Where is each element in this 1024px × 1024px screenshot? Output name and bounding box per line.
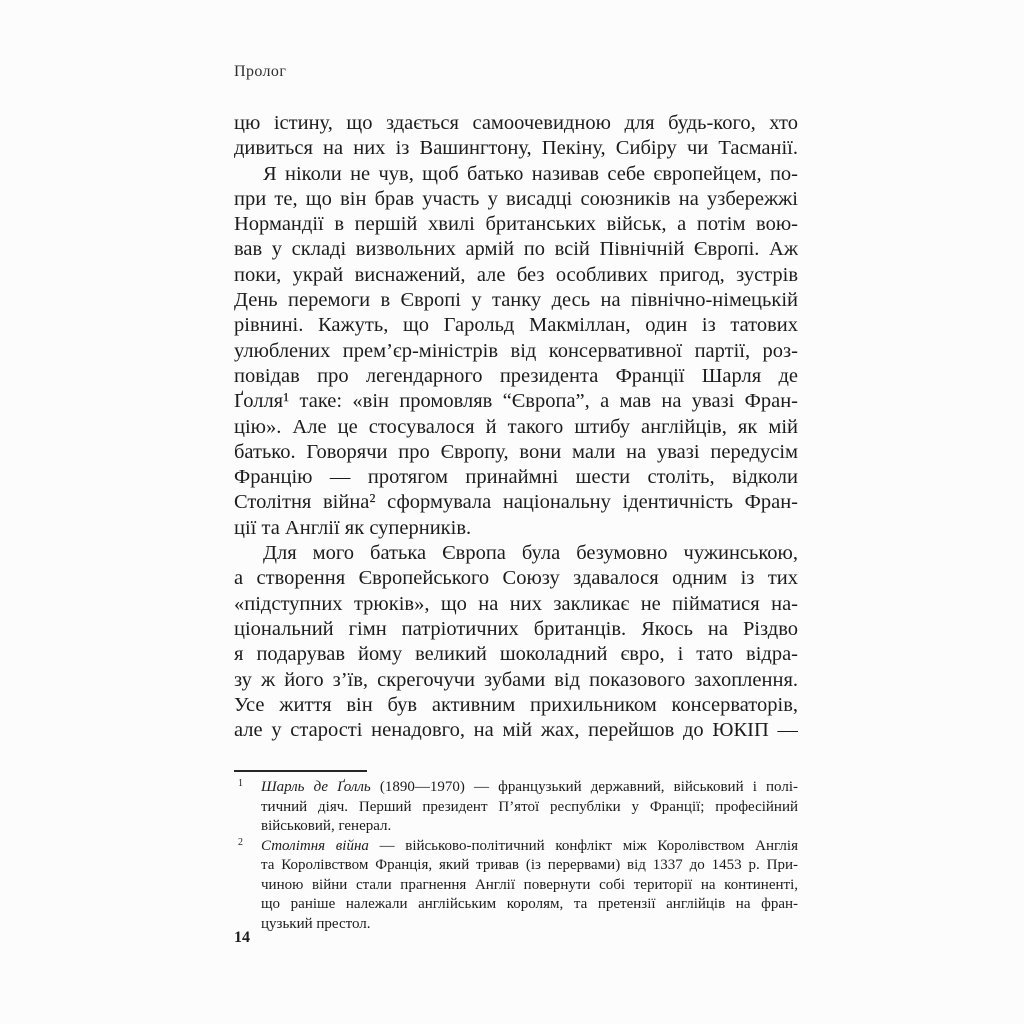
text-line: але у старості ненадовго, на мій жах, перейшов до ЮКІП — bbox=[234, 719, 798, 742]
footnote-marker: 2 bbox=[238, 836, 243, 848]
text-line: а створення Європейського Союзу здавалося одним із тих bbox=[234, 567, 798, 590]
text-line: повідав про легендарного президента Франції Шарля де bbox=[234, 364, 798, 387]
text-line: рівнині. Кажуть, що Гарольд Макміллан, один із татових bbox=[234, 314, 798, 337]
text-line: ціональний гімн патріотичних британців. Якось на Різдво bbox=[234, 617, 798, 640]
footnote-line: що раніше належали англійським королям, та претензії англійців на фран- bbox=[261, 896, 798, 912]
footnote-separator bbox=[234, 770, 367, 772]
footnote-term: Столітня війна bbox=[261, 837, 369, 854]
footnote-line: Шарль де Ґолль (1890—1970) — французький державний, військовий і полі- bbox=[261, 779, 798, 795]
text-line: Усе життя він був активним прихильником консерваторів, bbox=[234, 693, 798, 716]
text-line: батько. Говорячи про Європу, вони мали на увазі передусім bbox=[234, 440, 798, 463]
text-line: Столітня війна² сформувала національну ідентичність Фран- bbox=[234, 491, 798, 514]
footnote-line: цузький престол. bbox=[261, 915, 371, 932]
text-line: зу ж його з’їв, скрегочучи зубами від показового захоплення. bbox=[234, 668, 798, 691]
footnote-line: тичний діяч. Перший президент П’ятої республіки у Франції; професійний bbox=[261, 798, 798, 815]
text-line: ції та Англії як суперників. bbox=[234, 516, 472, 539]
text-line: Ґолля¹ таке: «він промовляв “Європа”, а мав на увазі Фран- bbox=[234, 390, 798, 413]
footnotes bbox=[234, 778, 798, 934]
footnote bbox=[234, 778, 798, 837]
footnote-marker: 1 bbox=[238, 778, 243, 789]
text-line: улюблених прем’єр-міністрів від консервативної партії, роз- bbox=[234, 339, 798, 362]
paragraph bbox=[234, 111, 798, 162]
footnote bbox=[234, 837, 798, 935]
footnote-term: Шарль де Ґолль bbox=[261, 779, 371, 795]
text-line: при те, що він брав участь у висадці союзників на узбережжі bbox=[234, 187, 798, 210]
text-line: цію». Але це стосувалося й такого штибу англійців, як мій bbox=[234, 415, 798, 438]
footnote-line: військовий, генерал. bbox=[261, 818, 392, 834]
text-line: Я ніколи не чув, щоб батько називав себе європейцем, по- bbox=[263, 162, 798, 185]
footnote-line: та Королівством Франція, який тривав (із перервами) від 1337 до 1453 р. При- bbox=[261, 857, 798, 873]
paragraph bbox=[234, 162, 798, 541]
text-line: Францію — протягом принаймні шести століть, відколи bbox=[234, 466, 798, 489]
paragraph bbox=[234, 541, 798, 743]
page-number: 14 bbox=[234, 929, 250, 946]
text-line: поки, украй виснажений, але без особливих пригод, зустрів bbox=[234, 263, 798, 286]
text-line: Нормандії в першій хвилі британських військ, а потім вою- bbox=[234, 213, 798, 236]
text-line: День перемоги в Європі у танку десь на північно-німецькій bbox=[234, 289, 798, 312]
text-line: я подарував йому великий шоколадний євро, і тато відра- bbox=[234, 643, 798, 666]
footnote-line: Столітня війна — військово-політичний конфлікт між Королівством Англія bbox=[261, 837, 798, 854]
text-line: вав у складі визвольних армій по всій Північній Європі. Аж bbox=[234, 238, 798, 261]
text-line: цю істину, що здається самоочевидною для будь-кого, хто bbox=[234, 112, 798, 134]
text-line: дивиться на них із Вашингтону, Пекіну, Сибіру чи Тасманії. bbox=[234, 137, 798, 160]
text-line: Для мого батька Європа була безумовно чужинською, bbox=[263, 542, 798, 565]
body-text bbox=[234, 111, 798, 743]
text-line: «підступних трюків», що на них закликає не пійматися на- bbox=[234, 592, 798, 615]
running-header: Пролог bbox=[234, 63, 287, 80]
footnote-line: чиною війни стали прагнення Англії повернути собі території на континенті, bbox=[261, 876, 798, 893]
